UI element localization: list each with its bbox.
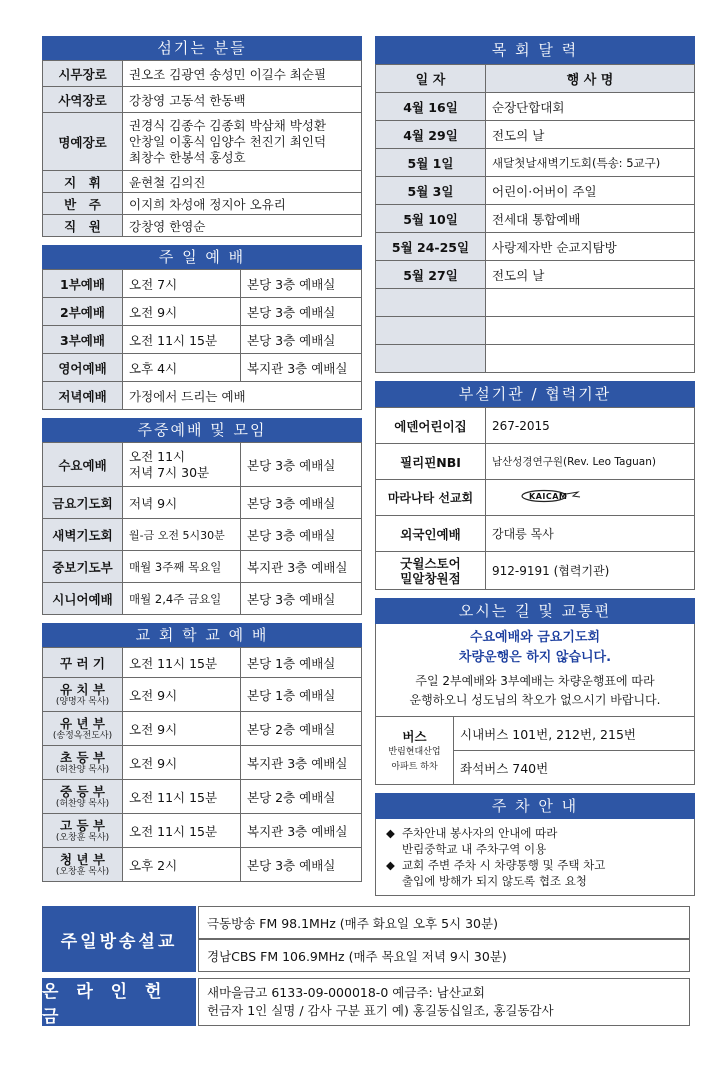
calendar-date: 5월 3일	[376, 177, 486, 205]
school-label	[43, 712, 123, 746]
sunday-label: 1부예배	[43, 270, 123, 298]
affiliates-table	[375, 407, 695, 590]
calendar-event: 전도의 날	[486, 261, 695, 289]
parking-header: 주 차 안 내	[375, 793, 695, 819]
weekday-time: 월-금 오전 5시30분	[123, 519, 241, 551]
school-time: 오전 9시	[123, 678, 241, 712]
weekday-label: 금요기도회	[43, 487, 123, 519]
bus-label	[376, 717, 454, 785]
school-dept: 초 등 부	[60, 749, 105, 765]
school-place: 본당 1층 예배실	[241, 678, 362, 712]
servants-label: 직 원	[43, 215, 123, 237]
affiliate-value: 912-9191 (협력기관)	[486, 552, 695, 590]
school-label	[43, 678, 123, 712]
kaicam-logo	[520, 489, 584, 503]
weekday-label: 중보기도부	[43, 551, 123, 583]
sunday-time: 오후 4시	[123, 354, 241, 382]
shuttle-info-line: 주일 2부예배와 3부예배는 차량운행표에 따라	[415, 674, 655, 688]
calendar-event-empty	[486, 317, 695, 345]
servants-label: 사역장로	[43, 87, 123, 113]
school-leader: (허찬양 목사)	[55, 764, 110, 775]
school-leader: (양명자 목사)	[55, 696, 110, 707]
calendar-event: 전도의 날	[486, 121, 695, 149]
sunday-place: 본당 3층 예배실	[241, 326, 362, 354]
calendar-event: 어린이·어버이 주일	[486, 177, 695, 205]
servants-value	[123, 113, 362, 171]
broadcast-label: 주일방송설교	[42, 906, 196, 972]
affiliate-value: 강대릉 목사	[486, 516, 695, 552]
servants-label: 명예장로	[43, 113, 123, 171]
school-table	[42, 647, 362, 882]
school-place: 본당 2층 예배실	[241, 780, 362, 814]
weekday-time	[123, 443, 241, 487]
school-dept: 유 년 부	[60, 715, 105, 731]
servants-table	[42, 60, 362, 237]
weekday-place: 본당 3층 예배실	[241, 519, 362, 551]
school-place: 본당 3층 예배실	[241, 848, 362, 882]
offering-info	[198, 978, 690, 1026]
kaicam-logo-text: KAICAM	[529, 491, 568, 501]
calendar-date: 5월 27일	[376, 261, 486, 289]
calendar-event: 전세대 통합예배	[486, 205, 695, 233]
directions-box	[375, 624, 695, 716]
calendar-event-empty	[486, 345, 695, 373]
parking-text: 출입에 방해가 되지 않도록 협조 요청	[402, 874, 587, 888]
sunday-time: 가정에서 드리는 예배	[123, 382, 362, 410]
school-dept: 유 치 부	[60, 681, 105, 697]
parking-text: 주차안내 봉사자의 안내에 따라	[402, 826, 558, 840]
weekday-label: 새벽기도회	[43, 519, 123, 551]
bus-table	[375, 716, 695, 785]
school-place: 본당 2층 예배실	[241, 712, 362, 746]
school-dept: 중 등 부	[60, 783, 105, 799]
weekday-label: 시니어예배	[43, 583, 123, 615]
school-dept: 청 년 부	[60, 851, 105, 867]
bus-stop: 반림현대산업	[388, 746, 441, 757]
servants-label: 지 휘	[43, 171, 123, 193]
servants-value: 이지희 차성애 정지아 오유리	[123, 193, 362, 215]
school-label	[43, 848, 123, 882]
affiliates-header: 부설기관 / 협력기관	[375, 381, 695, 407]
school-time: 오전 11시 15분	[123, 648, 241, 678]
servants-value: 권오조 김광연 송성민 이길수 최순필	[123, 61, 362, 87]
school-place: 복지관 3층 예배실	[241, 746, 362, 780]
shuttle-info-line: 운행하오니 성도님의 착오가 없으시기 바랍니다.	[409, 693, 661, 707]
school-time: 오전 11시 15분	[123, 780, 241, 814]
shuttle-info	[376, 668, 694, 716]
calendar-table	[375, 64, 695, 373]
sunday-label: 2부예배	[43, 298, 123, 326]
calendar-date-empty	[376, 317, 486, 345]
school-time: 오전 9시	[123, 712, 241, 746]
calendar-date: 5월 10일	[376, 205, 486, 233]
school-dept: 고 등 부	[60, 817, 105, 833]
school-time: 오후 2시	[123, 848, 241, 882]
left-column	[42, 36, 362, 882]
sunday-table	[42, 269, 362, 410]
weekday-place: 복지관 3층 예배실	[241, 551, 362, 583]
sunday-time: 오전 11시 15분	[123, 326, 241, 354]
school-label	[43, 648, 123, 678]
school-label	[43, 814, 123, 848]
calendar-col-event: 행 사 명	[486, 65, 695, 93]
affiliate-label-line: 굿윌스토어	[400, 555, 461, 571]
weekday-label: 수요예배	[43, 443, 123, 487]
calendar-event: 새달첫날새벽기도회(특송: 5교구)	[486, 149, 695, 177]
elder-line: 최창수 한봉석 홍성호	[129, 149, 246, 165]
bus-stop: 아파트 하차	[391, 761, 438, 772]
school-leader: (허찬양 목사)	[55, 798, 110, 809]
weekday-time: 매월 3주째 목요일	[123, 551, 241, 583]
school-label	[43, 780, 123, 814]
calendar-event: 순장단합대회	[486, 93, 695, 121]
weekday-time: 매월 2,4주 금요일	[123, 583, 241, 615]
school-place: 복지관 3층 예배실	[241, 814, 362, 848]
school-header: 교 회 학 교 예 배	[42, 623, 362, 647]
affiliate-value	[486, 480, 695, 516]
calendar-event: 사랑제자반 순교지탐방	[486, 233, 695, 261]
servants-label: 반 주	[43, 193, 123, 215]
weekday-place: 본당 3층 예배실	[241, 583, 362, 615]
weekday-time-line: 저녁 7시 30분	[129, 464, 210, 480]
weekday-header: 주중예배 및 모임	[42, 418, 362, 442]
affiliate-value: 267-2015	[486, 408, 695, 444]
school-time: 오전 11시 15분	[123, 814, 241, 848]
sunday-header: 주 일 예 배	[42, 245, 362, 269]
calendar-date: 4월 29일	[376, 121, 486, 149]
directions-header: 오시는 길 및 교통편	[375, 598, 695, 624]
sunday-label: 영어예배	[43, 354, 123, 382]
parking-text: 반림중학교 내 주차구역 이용	[402, 842, 547, 856]
sunday-label: 저녁예배	[43, 382, 123, 410]
school-time: 오전 9시	[123, 746, 241, 780]
sunday-time: 오전 7시	[123, 270, 241, 298]
calendar-date-empty	[376, 345, 486, 373]
school-leader: (오창훈 목사)	[55, 832, 110, 843]
diamond-bullet-icon: ◆	[386, 858, 395, 872]
affiliate-label: 에덴어린이집	[376, 408, 486, 444]
school-leader: (송정옥전도사)	[52, 730, 113, 741]
no-shuttle-notice-2: 차량운행은 하지 않습니다.	[458, 650, 612, 665]
calendar-header: 목 회 달 력	[375, 36, 695, 64]
broadcast-line: 극동방송 FM 98.1MHz (매주 화요일 오후 5시 30분)	[198, 906, 690, 939]
school-label	[43, 746, 123, 780]
city-bus: 시내버스 101번, 212번, 215번	[454, 717, 695, 751]
affiliate-label: 외국인예배	[376, 516, 486, 552]
elder-line: 권경식 김종수 김종회 박삼채 박성환	[129, 117, 327, 133]
sunday-time: 오전 9시	[123, 298, 241, 326]
offering-account: 새마을금고 6133-09-000018-0 예금주: 남산교회	[207, 985, 485, 1000]
broadcast-line: 경남CBS FM 106.9MHz (매주 목요일 저녁 9시 30분)	[198, 939, 690, 972]
parking-text: 교회 주변 주차 시 차량통행 및 주택 차고	[402, 858, 606, 872]
weekday-place: 본당 3층 예배실	[241, 487, 362, 519]
calendar-event-empty	[486, 289, 695, 317]
school-dept: 꾸 러 기	[60, 655, 105, 671]
affiliate-label	[376, 552, 486, 590]
sunday-label: 3부예배	[43, 326, 123, 354]
weekday-place: 본당 3층 예배실	[241, 443, 362, 487]
parking-item	[386, 857, 686, 889]
broadcast-section	[42, 906, 690, 972]
affiliate-label: 마라나타 선교회	[376, 480, 486, 516]
school-leader: (오창훈 목사)	[55, 866, 110, 877]
right-column	[375, 36, 695, 896]
offering-label: 온 라 인 헌 금	[42, 978, 196, 1026]
calendar-date: 4월 16일	[376, 93, 486, 121]
sunday-place: 본당 3층 예배실	[241, 298, 362, 326]
servants-value: 윤현철 김의진	[123, 171, 362, 193]
servants-label: 시무장로	[43, 61, 123, 87]
bus-label-text: 버스	[402, 728, 427, 744]
parking-box	[375, 819, 695, 896]
no-shuttle-notice: 수요예배와 금요기도회	[469, 630, 601, 645]
sunday-place: 본당 3층 예배실	[241, 270, 362, 298]
affiliate-label-line: 밀알창원점	[400, 570, 461, 586]
servants-value: 강창영 고동석 한동백	[123, 87, 362, 113]
diamond-bullet-icon: ◆	[386, 826, 395, 840]
parking-item	[386, 825, 686, 857]
offering-section	[42, 978, 690, 1026]
school-place: 본당 1층 예배실	[241, 648, 362, 678]
weekday-time-line: 오전 11시	[129, 448, 186, 464]
affiliate-value: 남산성경연구원(Rev. Leo Taguan)	[486, 444, 695, 480]
servants-value: 강창영 한영순	[123, 215, 362, 237]
affiliate-label: 필리핀NBI	[376, 444, 486, 480]
weekday-table	[42, 442, 362, 615]
calendar-date-empty	[376, 289, 486, 317]
servants-header: 섬기는 분들	[42, 36, 362, 60]
calendar-date: 5월 24-25일	[376, 233, 486, 261]
seat-bus: 좌석버스 740번	[454, 751, 695, 785]
calendar-date: 5월 1일	[376, 149, 486, 177]
weekday-time: 저녁 9시	[123, 487, 241, 519]
elder-line: 안창일 이홍식 임양수 천진기 최인덕	[129, 133, 327, 149]
calendar-col-date: 일 자	[376, 65, 486, 93]
sunday-place: 복지관 3층 예배실	[241, 354, 362, 382]
offering-note: 헌금자 1인 실명 / 감사 구분 표기 예) 홍길동십일조, 홍길동감사	[207, 1003, 554, 1018]
